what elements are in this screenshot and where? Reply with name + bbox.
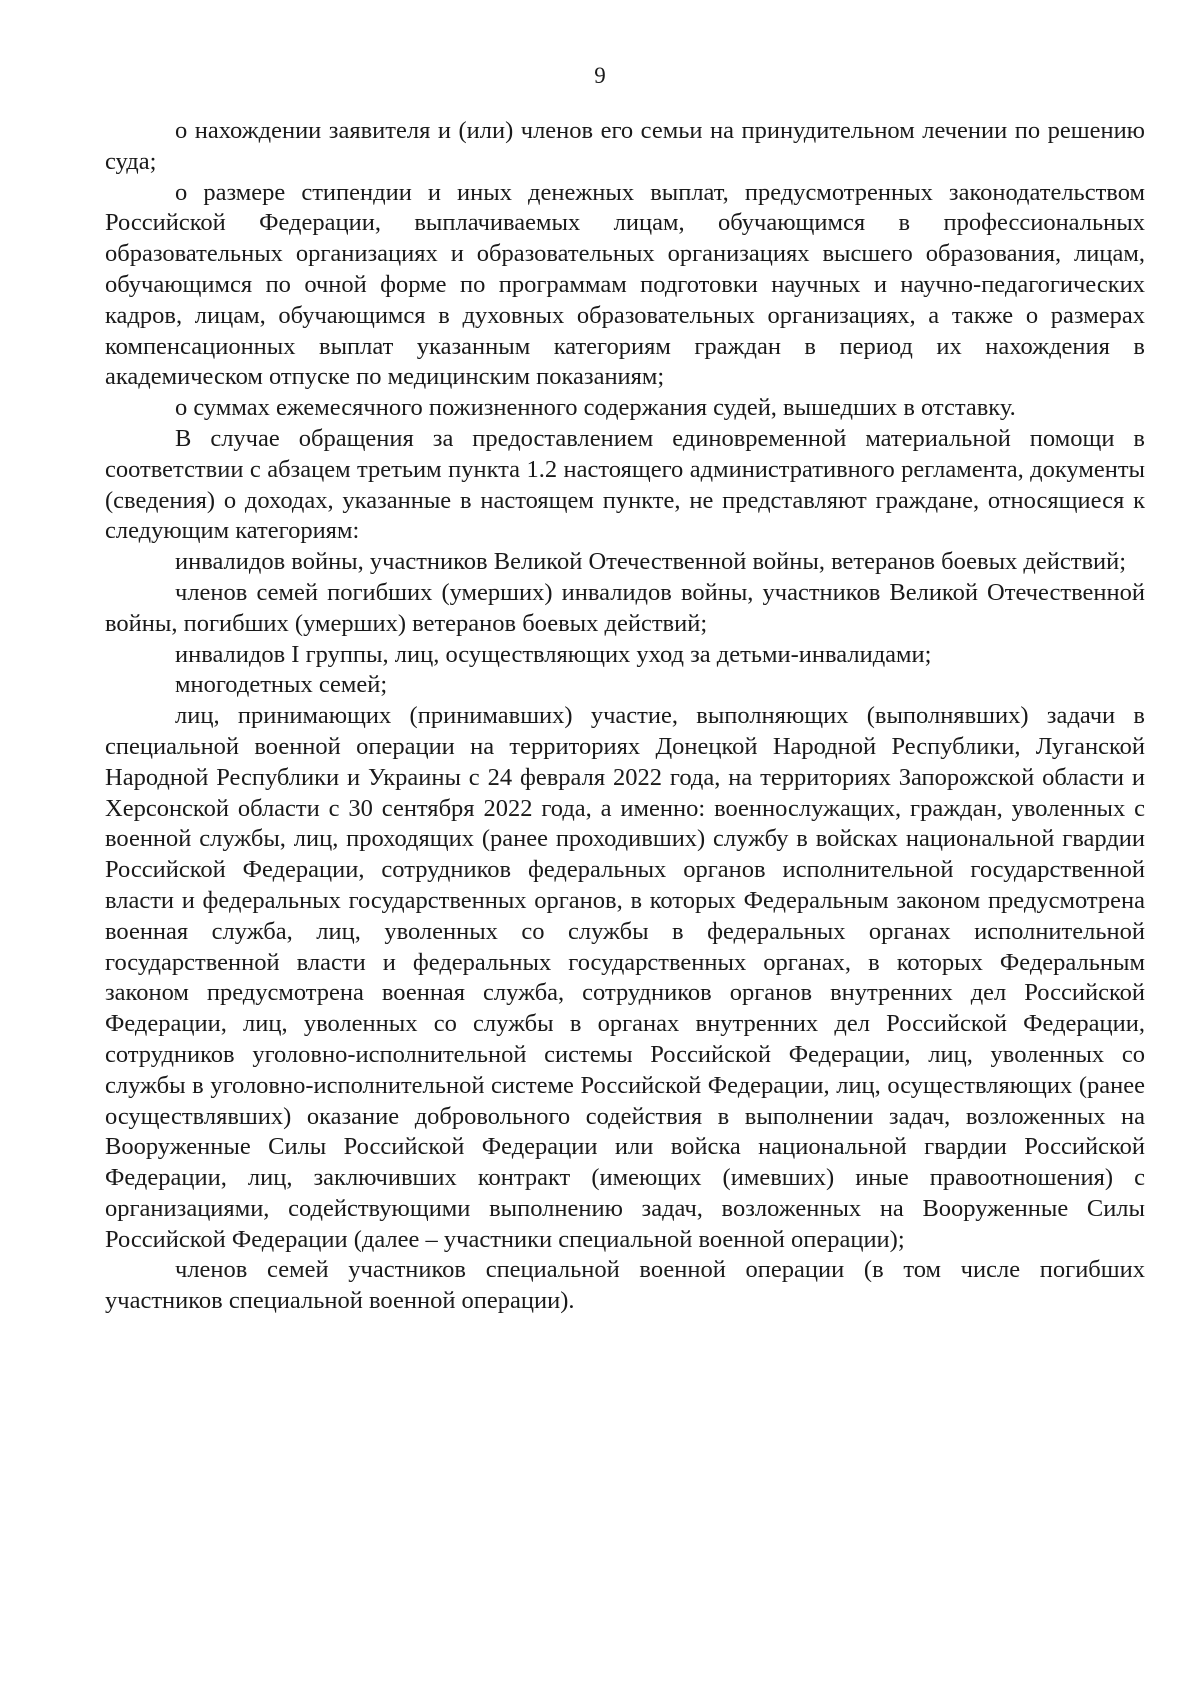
paragraph-participant-families: членов семей участников специальной военной операции (в том числе погибших участников специальной военной операции). <box>105 1256 1145 1315</box>
document-body <box>105 116 1145 1317</box>
paragraph-court-treatment: о нахождении заявителя и (или) членов его семьи на принудительном лечении по решению суда; <box>105 117 1145 175</box>
paragraph-stipend: о размере стипендии и иных денежных выплат, предусмотренных законодательством Российской Федерации, выплачиваемых лицам, обучающимся в профессиональных образовательных организациях и образовательных организациях высшего образования, лицам, обучающимся по очной форме по программам подготовки научных и научно-педагогических кадров, лицам, обучающимся в духовных образовательных организациях, а также о размерах компенсационных выплат указанным категориям граждан в период их нахождения в академическом отпуске по медицинским показаниям; <box>105 178 1145 391</box>
paragraph-judges-allowance: о суммах ежемесячного пожизненного содержания судей, вышедших в отставку. <box>175 394 1016 422</box>
page-number: 9 <box>594 63 606 88</box>
paragraph-war-invalids: инвалидов войны, участников Великой Отечественной войны, ветеранов боевых действий; <box>175 548 1127 576</box>
paragraph-large-families: многодетных семей; <box>175 671 388 699</box>
paragraph-group-one-invalids: инвалидов I группы, лиц, осуществляющих уход за детьми-инвалидами; <box>175 640 932 668</box>
paragraph-special-operation-participants: лиц, принимающих (принимавших) участие, выполняющих (выполнявших) задачи в специальной военной операции на территориях Донецкой Народной Республики, Луганской Народной Республики и Украины с 24 февраля 2022 года, на территориях Запорожской области и Херсонской области с 30 сентября 2022 года, а именно: военнослужащих, граждан, уволенных с военной службы, лиц, проходящих (ранее проходивших) службу в войсках национальной гвардии Российской Федерации, сотрудников федеральных органов исполнительной государственной власти и федеральных государственных органов, в которых Федеральным законом предусмотрена военная служба, лиц, уволенных со службы в федеральных органах исполнительной государственной власти и федеральных государственных органах, в которых Федеральным законом предусмотрена военная служба, сотрудников органов внутренних дел Российской Федерации, лиц, уволенных со службы в органах внутренних дел Российской Федерации, сотрудников уголовно-исполнительной системы Российской Федерации, лиц, уволенных со службы в уголовно-исполнительной системе Российской Федерации, лиц, осуществляющих (ранее осуществлявших) оказание добровольного содействия в выполнении задач, возложенных на Вооруженные Силы Российской Федерации или войска национальной гвардии Российской Федерации, лиц, заключивших контракт (имеющих (имевших) иные правоотношения) с организациями, содействующими выполнению задач, возложенных на Вооруженные Силы Российской Федерации (далее – участники специальной военной операции); <box>105 702 1145 1253</box>
paragraph-family-members: членов семей погибших (умерших) инвалидов войны, участников Великой Отечественной войны, погибших (умерших) ветеранов боевых действий; <box>105 578 1145 637</box>
paragraph-one-time-aid: В случае обращения за предоставлением единовременной материальной помощи в соответствии с абзацем третьим пункта 1.2 настоящего административного регламента, документы (сведения) о доходах, указанные в настоящем пункте, не представляют граждане, относящиеся к следующим категориям: <box>105 424 1145 545</box>
